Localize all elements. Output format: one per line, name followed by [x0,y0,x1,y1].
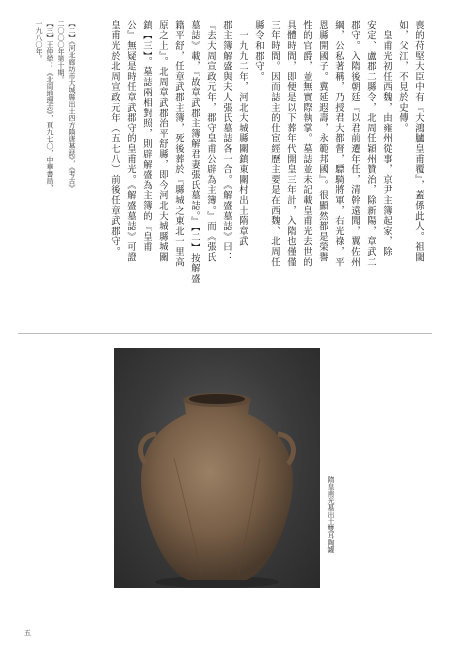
footnotes [34,20,76,326]
footnote-line: 【三】王仲犖：《北周地理志》，頁九七〇，中華書局， [46,20,54,192]
body-column: 郡守。入隋後朝廷『以君前遷年任，清幹遠聞，翼佐州 [349,20,360,268]
footnote-line: 一九八〇年。 [35,20,43,62]
body-column: 性的官爵，並無實際執掌。墓誌並未記載皇甫光去世的 [301,20,312,268]
footnote-line: 【二】《河北廊坊市大城縣出土四方隋唐墓誌》，《考古》 [68,20,76,192]
body-column: 『去大周宣政元年，郡守皇甫公辟為主簿。』而《張氏 [205,20,216,263]
body-column: 具體時間，即便是以下葬年代開皇三年計，入隋也僅僅 [285,20,296,268]
body-column: 三年時間。因而誌主的仕宦經歷主要是在西魏、北周任 [269,20,280,268]
body-column: 綱，公私著稱，乃授君大都督，驃騎將軍，右光祿，平 [333,20,344,268]
body-column: 原之上』。北周章武郡治平舒縣，即今河北大城縣城關 [157,20,168,263]
photo-caption: 隋皇甫光墓出土雙耳陶罐 [327,476,335,553]
body-column: 喪的苻堅大臣中有『大鴻臚皇甫覆』，蓋係此人。祖閾 [413,20,424,263]
body-column: 一九九二年，河北大城縣關鎮東關村出土隋章武 [237,20,248,247]
body-column: 鎮【三】。墓誌兩相對照，則辟解盛為主簿的『皇甫 [141,20,152,253]
body-column: 籍平舒，任章武郡主簿，死後葬於『縣城之東北一里高 [173,20,184,268]
body-text [34,20,424,326]
jar-icon [114,348,320,588]
body-column: 縣令和郡守。 [253,20,264,82]
footnote-line: 二〇〇〇年第十期。 [57,20,65,83]
body-column: 恩縣開國子。冀延遐壽，永範邦國』。很顯然都是榮譽 [317,20,328,263]
body-column: 皇甫光於北周宣政元年（五七八）前後任章武郡守。 [109,20,120,257]
body-column: 皇甫光初任西魏，由雍州從事，京尹主簿起家，除 [381,20,392,257]
jar-photo [114,348,320,588]
page-number: 五 [24,629,31,637]
body-column: 郡主簿解盛與夫人張氏墓誌各一合。《解盛墓誌》曰： [221,20,232,263]
body-column: 安定、盧郡二縣令，北周任穎州贊治，除新陽，章武二 [365,20,376,268]
body-column: 墓誌》載，『故章武郡主簿解君妻張氏墓誌。』【二】按解盛 [189,20,200,284]
body-column: 公』無疑是時任章武郡守的皇甫光。《解盛墓誌》可證 [125,20,136,263]
body-column: 如，父江，不見於史傳。 [397,20,408,134]
section-divider [18,333,432,334]
